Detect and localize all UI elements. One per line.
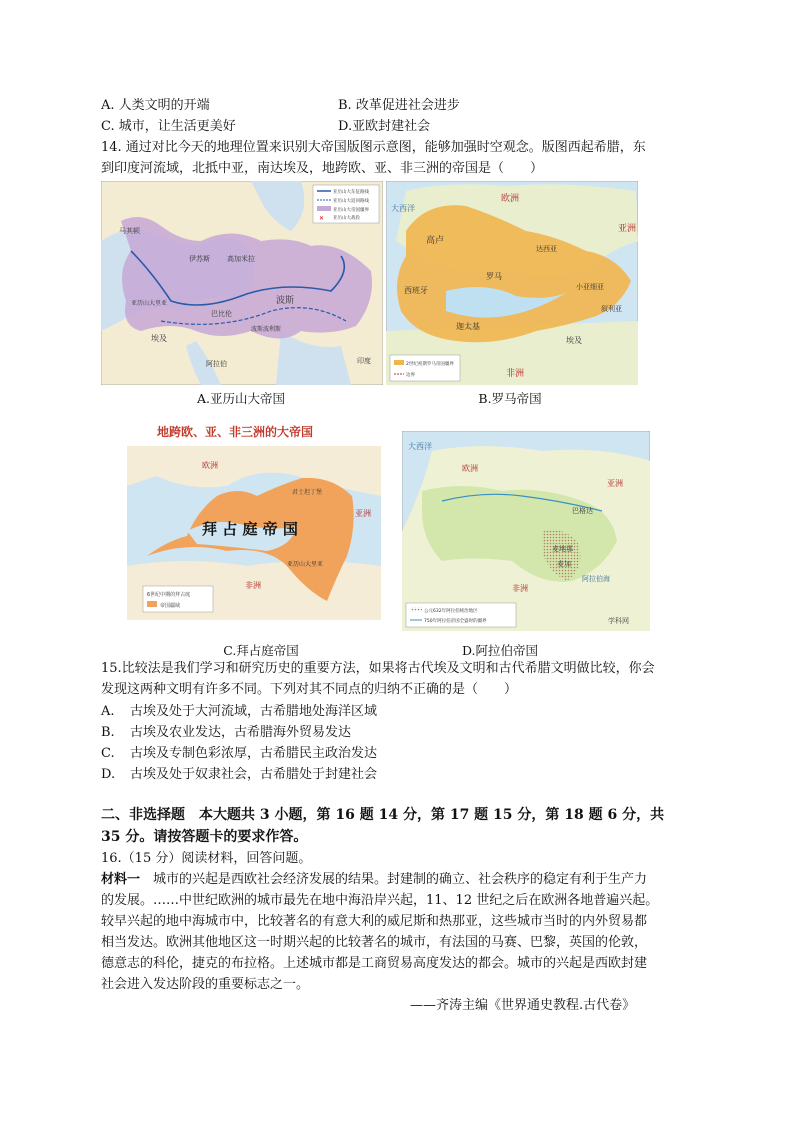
option-c: C. 城市，让生活更美好 — [101, 119, 236, 134]
map-b-label: 亚洲 — [618, 224, 637, 234]
q15-option-d: 古埃及处于奴隶社会，古希腊处于封建社会 — [130, 767, 378, 782]
map-c-legend: 帝国疆域 — [160, 603, 181, 609]
section2-line2: 35 分。请按答题卡的要求作答。 — [101, 829, 308, 845]
arab-empire-map — [402, 431, 650, 631]
caption-a: A.亚历山大帝国 — [196, 391, 285, 406]
map-c-legend: 6世纪中期的拜占庭 — [147, 592, 191, 598]
section2-line1: 二、非选择题 本大题共 3 小题，第 16 题 14 分，第 17 题 15 分，第 18 题 6 分，共 — [101, 807, 665, 823]
map-c-label: 君士坦丁堡 — [292, 489, 323, 496]
q15-option-b-key: B. — [101, 725, 115, 740]
q15-option-a: 古埃及处于大河流域，古希腊地处海洋区域 — [130, 704, 378, 719]
q15-stem-line2: 发现这两种文明有许多不同。下列对其不同点的归纳不正确的是（ ） — [101, 682, 518, 697]
option-d: D.亚欧封建社会 — [338, 119, 431, 134]
q16-material-line4: 相当发达。欧洲其他地区这一时期兴起的比较著名的城市，有法国的马赛、巴黎，英国的伦敦， — [101, 935, 648, 950]
map-b-label: 小亚细亚 — [576, 283, 604, 291]
map-b-label: 埃及 — [566, 336, 582, 345]
map-a-legend: 亚历山大东征路线 — [333, 190, 369, 195]
map-d-watermark: 学科网 — [608, 617, 629, 625]
map-a-label: 波斯波利斯 — [251, 326, 282, 333]
q16-material-line3: 较早兴起的地中海城市中，比较著名的有意大利的威尼斯和热那亚，这些城市当时的内外贸易都 — [101, 914, 648, 929]
map-d-legend: 750年阿拉伯帝国全盛时的疆界 — [424, 619, 487, 624]
map-b-label: 大西洋 — [391, 204, 415, 213]
map-b-legend: 边界 — [406, 373, 415, 378]
map-c-label: 亚洲 — [355, 509, 371, 518]
map-c-label: 欧洲 — [202, 461, 218, 470]
map-a-label: 波斯 — [276, 296, 295, 306]
svg-text:✕: ✕ — [319, 215, 325, 222]
map-a-label: 巴比伦 — [211, 310, 232, 318]
map-c-title: 地跨欧、亚、非三洲的大帝国 — [157, 425, 314, 439]
q16-material-line1 — [101, 871, 647, 889]
caption-d: D.阿拉伯帝国 — [461, 643, 539, 658]
q15-option-b: 古埃及农业发达，古希腊海外贸易发达 — [130, 725, 352, 740]
q15-option-d-key: D. — [101, 767, 116, 782]
map-c-big-label: 拜 占 庭 帝 国 — [202, 520, 298, 538]
map-d-label: 巴格达 — [572, 507, 593, 515]
map-d-label: 亚洲 — [607, 479, 623, 488]
q15-option-c-key: C. — [101, 746, 115, 761]
caption-c: C.拜占庭帝国 — [223, 643, 299, 658]
map-b-label: 罗马 — [486, 272, 502, 281]
map-d-label: 非洲 — [512, 584, 528, 593]
q16-stem: 16.（15 分）阅读材料，回答问题。 — [101, 851, 312, 866]
q15-stem-line1: 15.比较法是我们学习和研究历史的重要方法，如果将古代埃及文明和古代希腊文明做比较，你会 — [101, 661, 655, 676]
q14-stem-line1: 14. 通过对比今天的地理位置来识别大帝国版图示意图，能够加强时空观念。版图西起希腊，东 — [101, 140, 646, 155]
q15-option-c: 古埃及专制色彩浓厚，古希腊民主政治发达 — [130, 746, 378, 761]
map-b-legend: 2世纪初期罗马帝国疆界 — [406, 362, 454, 367]
map-b-label: 非洲 — [506, 369, 525, 379]
map-b-label: 达西亚 — [536, 245, 557, 253]
map-b-label: 欧洲 — [501, 194, 520, 204]
map-a-label: 高加米拉 — [227, 255, 255, 263]
map-b-label: 高卢 — [426, 236, 445, 246]
q15-option-a-key: A. — [101, 704, 115, 719]
map-c-label: 非洲 — [245, 581, 261, 590]
map-a-legend: 亚历山大帝国疆界 — [333, 208, 369, 213]
option-a: A. 人类文明的开端 — [101, 98, 210, 113]
map-b-label: 叙利亚 — [601, 305, 622, 313]
map-d-label: 大西洋 — [408, 442, 432, 451]
map-b-label: 迦太基 — [456, 322, 480, 331]
material-label: 材料一 — [101, 872, 141, 887]
map-a-label: 阿拉伯 — [206, 360, 227, 368]
map-d-label: 欧洲 — [462, 464, 478, 473]
byzantine-empire-map — [127, 416, 381, 620]
alexander-empire-map — [101, 181, 383, 385]
map-a-legend: 亚历山大返回路线 — [333, 199, 369, 204]
option-b: B. 改革促进社会进步 — [338, 98, 460, 113]
q16-material-line5: 德意志的科伦，捷克的布拉格。上述城市都是工商贸易高度发达的都会。城市的兴起是西欧封建 — [101, 956, 648, 971]
caption-b: B.罗马帝国 — [478, 391, 542, 406]
map-a-label: 亚历山大里亚 — [131, 300, 168, 307]
map-d-label: 麦加 — [557, 560, 571, 568]
map-b-label: 西班牙 — [404, 286, 428, 295]
q16-material-line6: 社会进入发达阶段的重要标志之一。 — [101, 977, 310, 992]
roman-empire-map — [386, 181, 638, 385]
map-c-label: 亚历山大里亚 — [287, 561, 324, 568]
q16-source: ——齐涛主编《世界通史教程.古代卷》 — [410, 998, 636, 1013]
map-a-legend: 亚历山大战役 — [333, 216, 360, 221]
map-a-label: 马其顿 — [119, 227, 140, 235]
map-d-legend: 公元632年阿拉伯统治地区 — [424, 609, 478, 614]
material-text: 城市的兴起是西欧社会经济发展的结果。封建制的确立、社会秩序的稳定有利于生产力 — [140, 872, 648, 887]
map-d-label: 麦地那 — [552, 545, 573, 553]
map-a-label: 埃及 — [151, 334, 167, 343]
map-a-label: 伊苏斯 — [189, 255, 210, 263]
q14-stem-line2: 到印度河流域，北抵中亚，南达埃及，地跨欧、亚、非三洲的帝国是（ ） — [101, 161, 544, 176]
map-d-label: 阿拉伯海 — [582, 575, 610, 583]
map-a-label: 印度 — [357, 357, 371, 365]
q16-material-line2: 的发展。……中世纪欧洲的城市最先在地中海沿岸兴起，11、12 世纪之后在欧洲各地普遍兴起。 — [101, 893, 659, 908]
